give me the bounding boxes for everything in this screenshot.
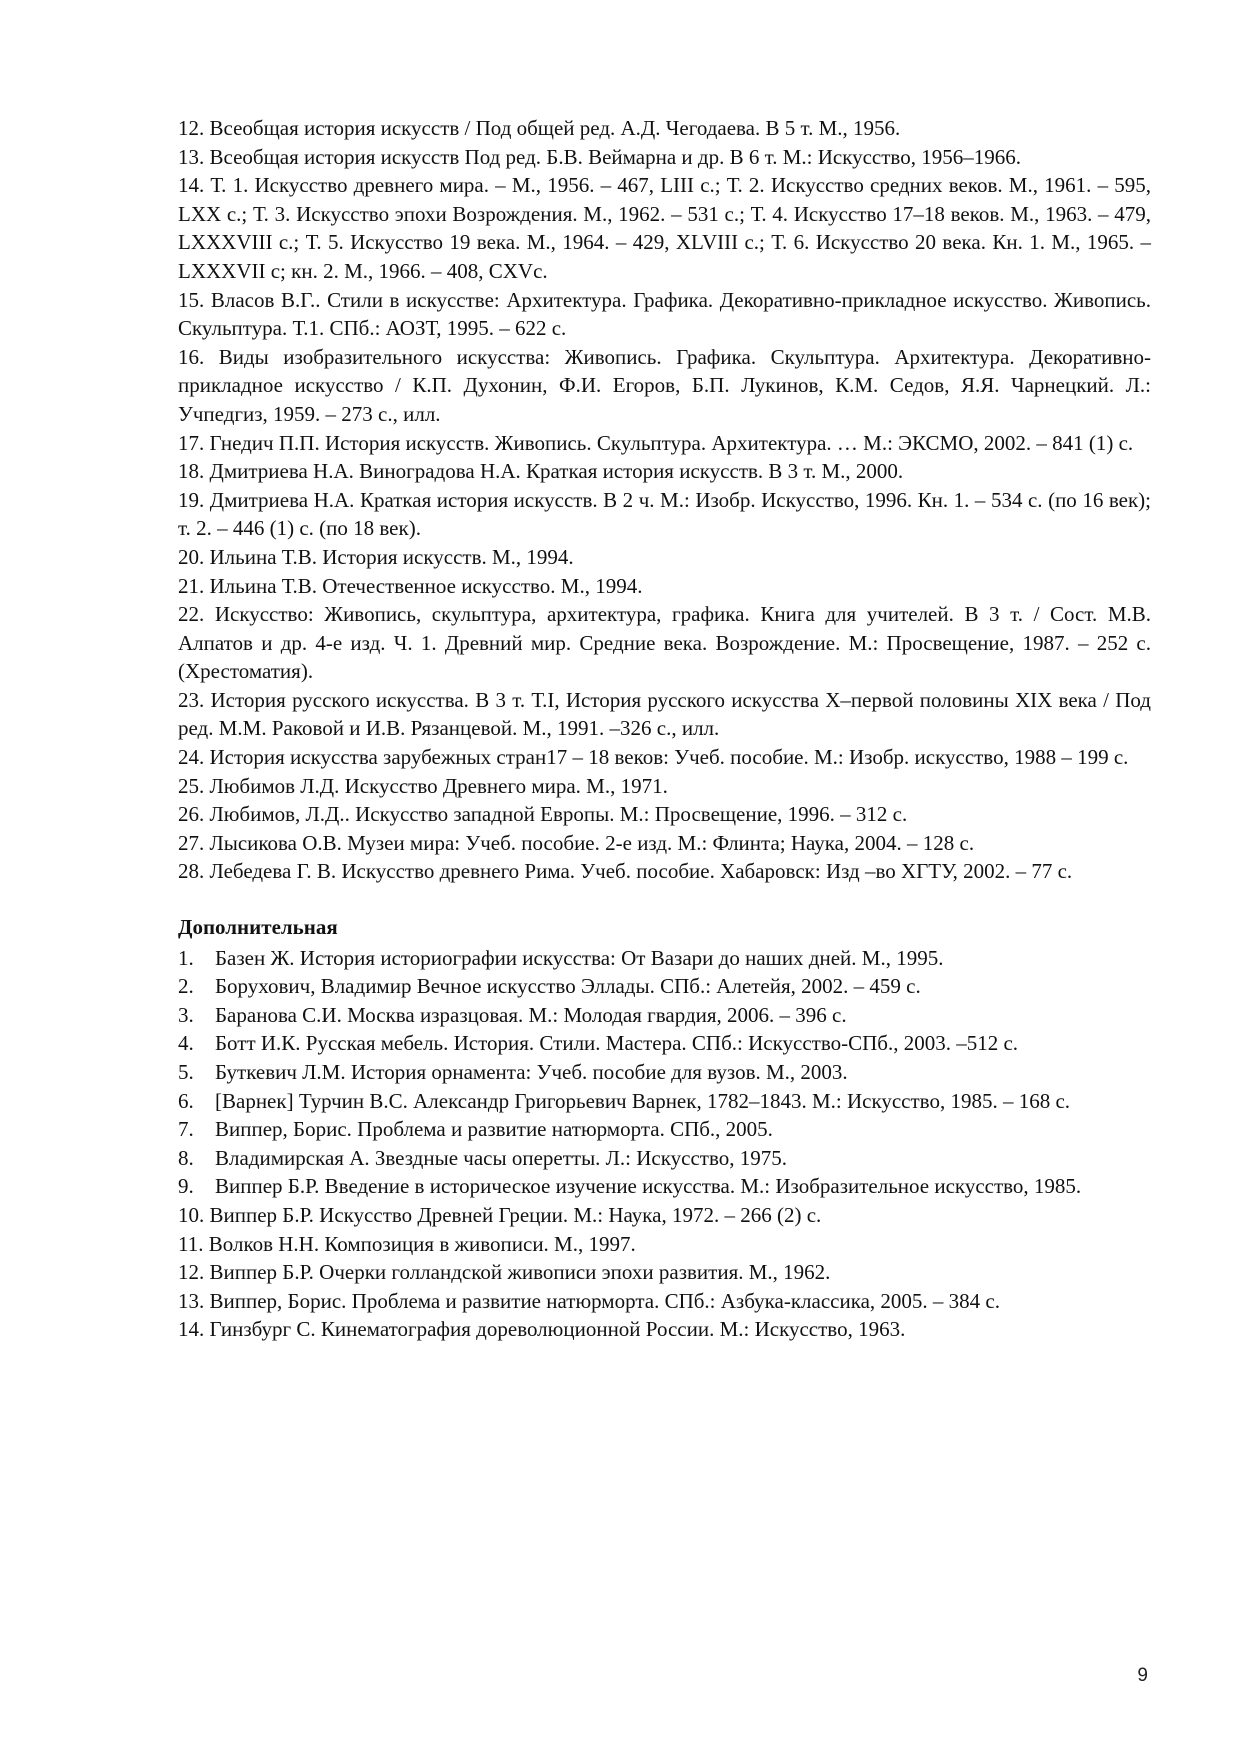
item-number: 12. [178, 1260, 205, 1285]
item-number: 13. [178, 1288, 205, 1313]
item-number: 4. [178, 1031, 194, 1056]
list-item [178, 1144, 1151, 1173]
item-text: Виппер Б.Р. Введение в историческое изучение искусства. М.: Изобразительное искусство, 1985. [215, 1174, 1082, 1199]
list-item [178, 1115, 1151, 1144]
item-number: 10. [178, 1202, 205, 1227]
item-number: 1. [178, 945, 194, 970]
list-item [178, 1172, 1151, 1201]
list-item: 20. Ильина Т.В. История искусств. М., 1994. [178, 544, 574, 569]
list-item [178, 1258, 1151, 1287]
list-item: 15. Власов В.Г.. Стили в искусстве: Архитектура. Графика. Декоративно-прикладное искусство. Живопись. Скульптура. Т.1. СПб.: АОЗТ, 1995. – 622 с. [178, 287, 1151, 341]
list-item: 12. Всеобщая история искусств / Под общей ред. А.Д. Чегодаева. В 5 т. М., 1956. [178, 116, 901, 140]
list-item: 24. История искусства зарубежных стран17 – 18 веков: Учеб. пособие. М.: Изобр. искусство, 1988 – 199 с. [178, 745, 1129, 770]
list-item [178, 1087, 1151, 1116]
item-text: Владимирская А. Звездные часы оперетты. Л.: Искусство, 1975. [215, 1145, 787, 1170]
item-number: 3. [178, 1002, 194, 1027]
item-text: Борухович, Владимир Вечное искусство Эллады. СПб.: Алетейя, 2002. – 459 с. [215, 974, 921, 999]
item-number: 2. [178, 974, 194, 999]
item-text: Виппер, Борис. Проблема и развитие натюрморта. СПб.: Азбука-классика, 2005. – 384 с. [209, 1288, 1000, 1313]
list-item: 19. Дмитриева Н.А. Краткая история искусств. В 2 ч. М.: Изобр. Искусство, 1996. Кн. 1. – 534 с. (по 16 век); т. 2. – 446 (1) с. (по 18 век). [178, 487, 1151, 541]
item-text: [Варнек] Турчин В.С. Александр Григорьевич Варнек, 1782–1843. М.: Искусство, 1985. – 168 с. [215, 1088, 1071, 1113]
document-page [178, 114, 1151, 1344]
list-item: 14. Т. 1. Искусство древнего мира. – М., 1956. – 467, LIII с.; Т. 2. Искусство средних веков. М., 1961. – 595, LXX с.; Т. 3. Искусство эпохи Возрождения. М., 1962. – 531 с.; Т. 4. Искусство 17–18 веков. М., 1963. – 479, LXXXVIII с.; Т. 5. Искусство 19 века. М., 1964. – 429, XLVIII с.; Т. 6. Искусство 20 века. Кн. 1. М., 1965. – LXXXVII с; кн. 2. М., 1966. – 408, CXVс. [178, 173, 1151, 283]
item-text: Ботт И.К. Русская мебель. История. Стили. Мастера. СПб.: Искусство-СПб., 2003. –512 с. [215, 1031, 1019, 1056]
list-item: 13. Всеобщая история искусств Под ред. Б.В. Веймарна и др. В 6 т. М.: Искусство, 1956–1966. [178, 144, 1021, 169]
list-item: 21. Ильина Т.В. Отечественное искусство. М., 1994. [178, 573, 643, 598]
list-item [178, 1315, 1151, 1344]
list-item: 18. Дмитриева Н.А. Виноградова Н.А. Краткая история искусств. В 3 т. М., 2000. [178, 459, 904, 484]
item-text: Волков Н.Н. Композиция в живописи. М., 1997. [208, 1231, 636, 1256]
item-number: 5. [178, 1060, 194, 1084]
bibliography-extra-list [178, 944, 1151, 1344]
item-number: 6. [178, 1088, 194, 1113]
list-item [178, 1058, 1151, 1087]
section-title: Дополнительная [178, 915, 338, 940]
list-item: 23. История русского искусства. В 3 т. Т.I, История русского искусства Х–первой половины XIX века / Под ред. М.М. Раковой и И.В. Рязанцевой. М., 1991. –326 с., илл. [178, 687, 1151, 741]
item-number: 7. [178, 1117, 194, 1142]
list-item [178, 1287, 1151, 1316]
list-item: 28. Лебедева Г. В. Искусство древнего Рима. Учеб. пособие. Хабаровск: Изд –во ХГТУ, 2002. – 77 с. [178, 859, 1073, 884]
list-item [178, 944, 1151, 973]
list-item: 16. Виды изобразительного искусства: Живопись. Графика. Скульптура. Архитектура. Декоративно-прикладное искусство / К.П. Духонин, Ф.И. Егоров, Б.П. Лукинов, К.М. Седов, Я.Я. Чарнецкий. Л.: Учпедгиз, 1959. – 273 с., илл. [178, 344, 1151, 426]
list-item [178, 1201, 1151, 1230]
item-text: Виппер Б.Р. Искусство Древней Греции. М.: Наука, 1972. – 266 (2) с. [209, 1202, 822, 1227]
item-text: Виппер, Борис. Проблема и развитие натюрморта. СПб., 2005. [215, 1117, 773, 1142]
item-number: 8. [178, 1145, 194, 1170]
item-text: Гинзбург С. Кинематография дореволюционной России. М.: Искусство, 1963. [209, 1317, 906, 1342]
list-item [178, 1029, 1151, 1058]
bibliography-main-list [178, 114, 1151, 886]
list-item: 22. Искусство: Живопись, скульптура, архитектура, графика. Книга для учителей. В 3 т. / Сост. М.В. Алпатов и др. 4-е изд. Ч. 1. Древний мир. Средние века. Возрождение. М.: Просвещение, 1987. – 252 с. (Хрестоматия). [178, 602, 1151, 684]
list-item: 25. Любимов Л.Д. Искусство Древнего мира. М., 1971. [178, 773, 668, 798]
list-item [178, 972, 1151, 1001]
list-item: 27. Лысикова О.В. Музеи мира: Учеб. пособие. 2-е изд. М.: Флинта; Наука, 2004. – 128 с. [178, 830, 975, 855]
item-text: Буткевич Л.М. История орнамента: Учеб. пособие для вузов. М., 2003. [215, 1060, 848, 1084]
item-text: Виппер Б.Р. Очерки голландской живописи эпохи развития. М., 1962. [209, 1260, 831, 1285]
item-text: Базен Ж. История историографии искусства: От Вазари до наших дней. М., 1995. [215, 945, 944, 970]
item-text: Баранова С.И. Москва изразцовая. М.: Молодая гвардия, 2006. – 396 с. [215, 1002, 847, 1027]
list-item: 17. Гнедич П.П. История искусств. Живопись. Скульптура. Архитектура. … М.: ЭКСМО, 2002. – 841 (1) с. [178, 430, 1134, 455]
list-item [178, 1230, 1151, 1259]
item-number: 9. [178, 1174, 194, 1199]
list-item: 26. Любимов, Л.Д.. Искусство западной Европы. М.: Просвещение, 1996. – 312 с. [178, 802, 908, 827]
page-number: 9 [1137, 1665, 1148, 1686]
item-number: 11. [178, 1231, 204, 1256]
item-number: 14. [178, 1317, 205, 1342]
list-item [178, 1001, 1151, 1030]
